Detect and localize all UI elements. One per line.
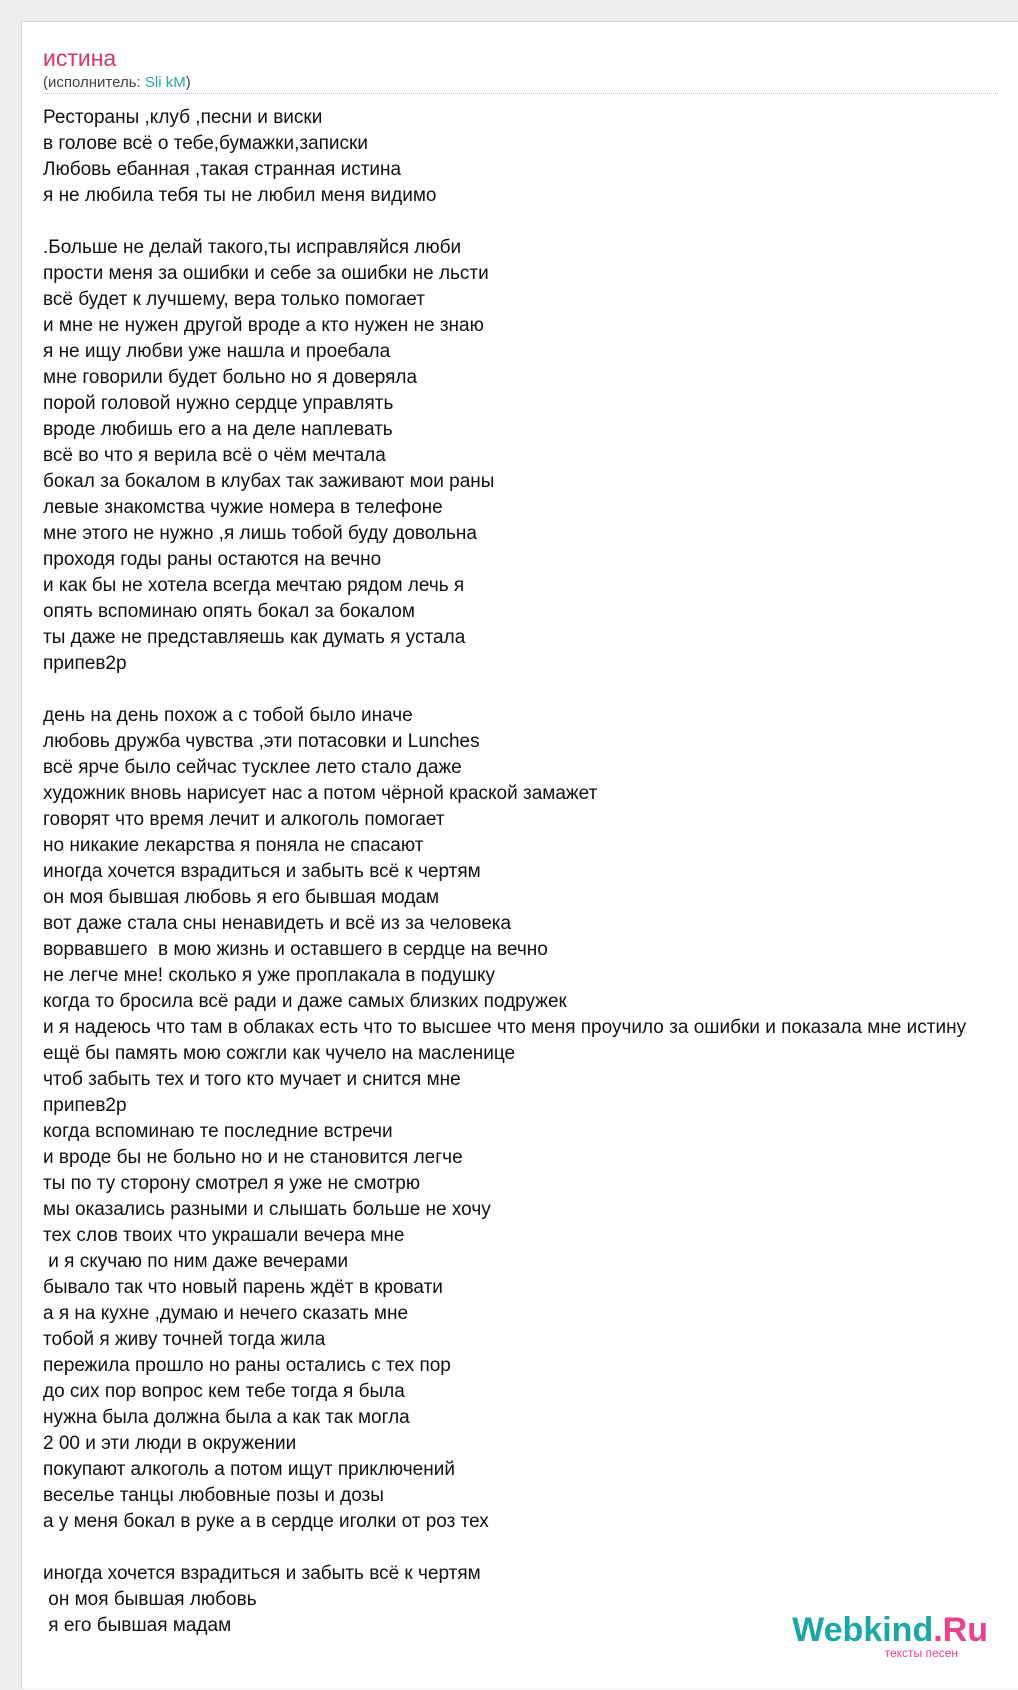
lyrics-text <box>43 105 966 1639</box>
lyric-line: левые знакомства чужие номера в телефоне <box>43 497 443 518</box>
lyric-line: а я на кухне ,думаю и нечего сказать мне <box>43 1303 409 1324</box>
lyric-line: он моя бывшая любовь я его бывшая модам <box>43 887 440 908</box>
lyric-line: ворвавшего в мою жизнь и оставшего в сердце на вечно <box>43 939 548 960</box>
lyric-line: он моя бывшая любовь <box>43 1589 257 1610</box>
lyric-line: мне говорили будет больно но я доверяла <box>43 367 418 388</box>
lyric-line: но никакие лекарства я поняла не спасают <box>43 835 424 856</box>
lyric-line: прости меня за ошибки и себе за ошибки не льсти <box>43 263 489 284</box>
lyric-line: мы оказались разными и слышать больше не хочу <box>43 1199 491 1220</box>
lyric-line: я его бывшая мадам <box>43 1615 232 1636</box>
logo-tagline: тексты песен <box>884 1646 958 1660</box>
lyric-line: в голове всё о тебе,бумажки,записки <box>43 133 368 154</box>
lyric-line: и я скучаю по ним даже вечерами <box>43 1251 349 1272</box>
lyric-line: проходя годы раны остаются на вечно <box>43 549 382 570</box>
lyric-line: а у меня бокал в руке а в сердце иголки от роз тех <box>43 1511 489 1532</box>
lyric-line: когда то бросила всё ради и даже самых близких подружек <box>43 991 567 1012</box>
lyric-line: всё во что я верила всё о чём мечтала <box>43 445 386 466</box>
lyric-line: ты даже не представляешь как думать я устала <box>43 627 466 648</box>
lyric-line: когда вспоминаю те последние встречи <box>43 1121 393 1142</box>
lyric-line: и я надеюсь что там в облаках есть что то высшее что меня проучило за ошибки и показала мне истину <box>43 1017 967 1038</box>
performer-suffix: ) <box>185 74 191 91</box>
lyric-line: вроде любишь его а на деле наплевать <box>43 419 393 440</box>
lyric-line: я не ищу любви уже нашла и проебала <box>43 341 391 362</box>
site-logo[interactable] <box>792 1612 988 1659</box>
lyric-line: тех слов твоих что украшали вечера мне <box>43 1225 405 1246</box>
lyric-line: нужна была должна была а как так могла <box>43 1407 410 1428</box>
lyric-line: бывало так что новый парень ждёт в кровати <box>43 1277 443 1298</box>
title-divider <box>43 93 998 94</box>
performer-link[interactable]: Sli kM <box>144 74 186 91</box>
lyric-line: ты по ту сторону смотрел я уже не смотрю <box>43 1173 421 1194</box>
performer-prefix: (исполнитель: <box>43 74 145 91</box>
lyric-line: иногда хочется взрадиться и забыть всё к чертям <box>43 861 481 882</box>
lyric-line: всё будет к лучшему, вера только помогает <box>43 289 425 310</box>
lyric-line: пережила прошло но раны остались с тех пор <box>43 1355 451 1376</box>
lyric-line: припев2р <box>43 653 127 674</box>
lyric-line: художник вновь нарисует нас а потом чёрной краской замажет <box>43 783 598 804</box>
lyric-line: припев2р <box>43 1095 127 1116</box>
lyric-line: покупают алкоголь а потом ищут приключений <box>43 1459 455 1480</box>
lyric-line: чтоб забыть тех и того кто мучает и снится мне <box>43 1069 461 1090</box>
lyric-line: и как бы не хотела всегда мечтаю рядом лечь я <box>43 575 465 596</box>
lyrics-page <box>21 21 1018 1689</box>
lyric-line <box>43 677 966 703</box>
lyric-line: 2 00 и эти люди в окружении <box>43 1433 297 1454</box>
lyric-line: Любовь ебанная ,такая странная истина <box>43 159 402 180</box>
lyric-line: .Больше не делай такого,ты исправляйся люби <box>43 237 462 258</box>
lyric-line: всё ярче было сейчас тусклее лето стало даже <box>43 757 462 778</box>
lyric-line <box>43 1535 966 1561</box>
lyric-line: опять вспоминаю опять бокал за бокалом <box>43 601 415 622</box>
lyric-line: любовь дружба чувства ,эти потасовки и Lunches <box>43 731 480 752</box>
lyric-line: я не любила тебя ты не любил меня видимо <box>43 185 437 206</box>
lyric-line: бокал за бокалом в клубах так заживают мои раны <box>43 471 495 492</box>
lyric-line <box>43 209 966 235</box>
lyric-line: до сих пор вопрос кем тебе тогда я была <box>43 1381 405 1402</box>
lyric-line: день на день похож а с тобой было иначе <box>43 705 413 726</box>
lyric-line: и мне не нужен другой вроде а кто нужен не знаю <box>43 315 484 336</box>
lyric-line: не легче мне! сколько я уже проплакала в подушку <box>43 965 495 986</box>
lyric-line: иногда хочется взрадиться и забыть всё к чертям <box>43 1563 481 1584</box>
lyric-line: ещё бы память мою сожгли как чучело на масленице <box>43 1043 516 1064</box>
lyric-line: веселье танцы любовные позы и дозы <box>43 1485 384 1506</box>
song-title: истина <box>43 45 117 71</box>
lyric-line: говорят что время лечит и алкоголь помогает <box>43 809 445 830</box>
lyric-line: тобой я живу точней тогда жила <box>43 1329 326 1350</box>
lyric-line: вот даже стала сны ненавидеть и всё из за человека <box>43 913 512 934</box>
lyric-line: порой головой нужно сердце управлять <box>43 393 394 414</box>
lyric-line: и вроде бы не больно но и не становится легче <box>43 1147 463 1168</box>
lyric-line: мне этого не нужно ,я лишь тобой буду довольна <box>43 523 477 544</box>
logo-wordmark <box>792 1612 988 1648</box>
performer-line <box>43 73 191 93</box>
logo-main-text: Webkind <box>792 1611 934 1649</box>
logo-suffix: .Ru <box>933 1611 988 1649</box>
lyric-line: Рестораны ,клуб ,песни и виски <box>43 107 323 128</box>
